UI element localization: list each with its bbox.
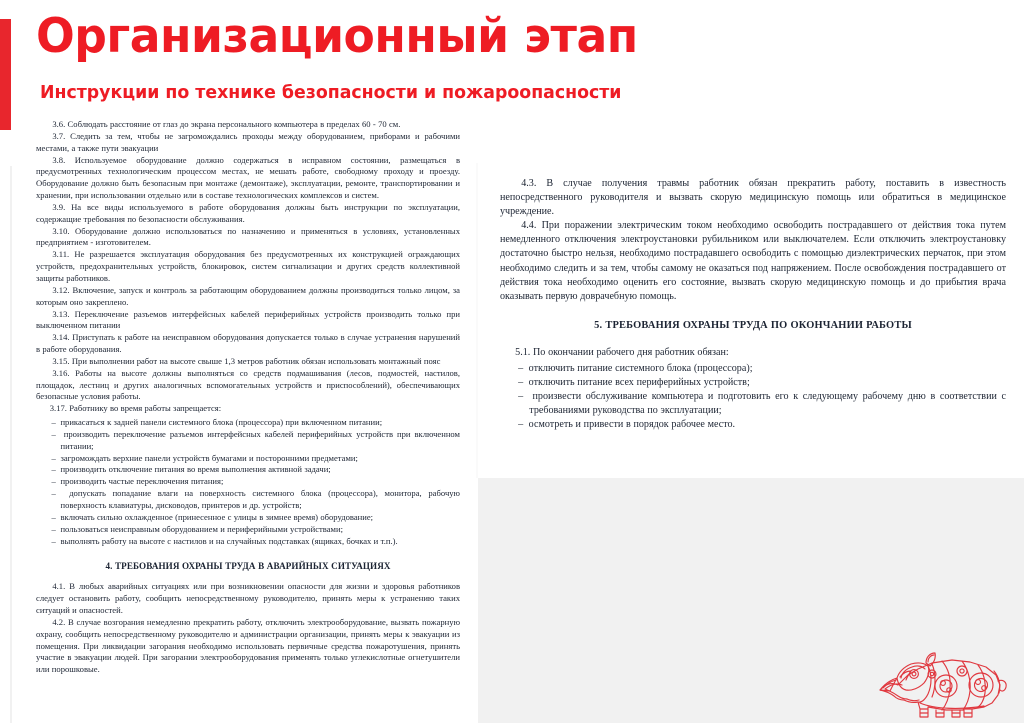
section-heading-5: 5. ТРЕБОВАНИЯ ОХРАНЫ ТРУДА ПО ОКОНЧАНИИ РАБОТЫ bbox=[594, 319, 912, 331]
list-item: – производить частые переключения питания; bbox=[36, 476, 460, 488]
paragraph: 3.12. Включение, запуск и контроль за работающим оборудованием должны производиться только лицом, за которым оно закреплено. bbox=[36, 284, 460, 307]
list-item: – произвести обслуживание компьютера и подготовить его к следующему рабочему дню в соответствии с требованиями руководства по эксплуатации; bbox=[500, 390, 1006, 418]
list-item: – производить переключение разъемов интерфейсных кабелей периферийных устройств при включенном питании; bbox=[36, 429, 460, 453]
list-item: – прикасаться к задней панели системного блока (процессора) при включенном питании; bbox=[36, 417, 460, 429]
paragraph: 3.16. Работы на высоте должны выполняться со средств подмашивания (лесов, подмостей, настилов, площадок, лестниц и других аналогичных вспомогательных устройств и приспособлений), обеспечивающих безопасные условия работы. bbox=[36, 367, 460, 402]
paragraph: 4.2. В случае возгорания немедленно прекратить работу, отключить электрооборудование, вызвать пожарную охрану, сообщить непосредственному руководителю и администрации организации, принять меры к эвакуации из помещения. При ликвидации загорания необходимо использовать первичные средства пожаротушения, принять участие в эвакуации людей. При загорании электрооборудования применять только углекислотные огнетушители или порошковые. bbox=[36, 616, 460, 675]
paragraph: 3.8. Используемое оборудование должно содержаться в исправном состоянии, размещаться в предусмотренных технологическим процессом местах, не мешать работе, свободному проходу и проезду. Оборудование должно быть безопасным при монтаже (демонтаже), эксплуатации, ремонте, транспортировании и хранении, при использовании отдельно или в составе технологических комплексов и систем. bbox=[36, 154, 460, 201]
list-item: – включать сильно охлажденное (принесенное с улицы в зимнее время) оборудование; bbox=[36, 512, 460, 524]
paragraph: 3.10. Оборудование должно использоваться по назначению и применяться в условиях, установленных предприятием - изготовителем. bbox=[36, 225, 460, 248]
prohibition-lead: 3.17. Работнику во время работы запрещается: bbox=[49, 403, 222, 414]
paragraph: 3.14. Приступать к работе на неисправном оборудования допускается только в случае устранения нарушений в работе оборудования. bbox=[36, 332, 460, 355]
paragraph: 3.6. Соблюдать расстояние от глаз до экрана персонального компьютера в пределах 60 - 70 см. bbox=[52, 119, 401, 129]
section-heading-4: 4. ТРЕБОВАНИЯ ОХРАНЫ ТРУДА В АВАРИЙНЫХ СИТУАЦИЯХ bbox=[105, 561, 391, 572]
red-accent-bar bbox=[0, 19, 11, 130]
list-item: – загромождать верхние панели устройств бумагами и посторонними предметами; bbox=[36, 453, 460, 465]
end-of-day-list bbox=[500, 362, 1006, 432]
page-subtitle: Инструкции по технике безопасности и пожароопасности bbox=[40, 83, 622, 103]
right-column-text bbox=[500, 177, 1006, 432]
list-item: – осмотреть и привести в порядок рабочее место. bbox=[500, 418, 1006, 432]
paragraph: 3.11. Не разрешается эксплуатация оборудования без предусмотренных их конструкцией ограждающих устройств, предохранительных устройств, блокировок, систем сигнализации и других средств коллективной защиты работников. bbox=[36, 249, 460, 283]
list-item: – выполнять работу на высоте с настилов и на случайных подставках (ящиках, бочках и т.п.). bbox=[36, 536, 460, 548]
list-item: – отключить питание всех периферийных устройств; bbox=[500, 376, 1006, 390]
document-page-left bbox=[12, 113, 476, 723]
paragraph: 3.7. Следить за тем, чтобы не загромождались проходы между оборудованием, приборами и рабочими местами, а также пути эвакуации bbox=[36, 130, 460, 153]
list-item: – пользоваться неисправным оборудованием и периферийными устройствами; bbox=[36, 524, 460, 536]
paragraph: 4.1. В любых аварийных ситуациях или при возникновении опасности для жизни и здоровья работников следует остановить работу, сообщить непосредственному руководителю, принять меры к устранению таких ситуаций и опасностей. bbox=[36, 581, 460, 616]
document-page-right bbox=[478, 163, 1024, 478]
slide-header bbox=[0, 0, 1024, 120]
left-column-text bbox=[36, 119, 460, 676]
paragraph: 3.9. На все виды используемого в работе оборудования должны быть инструкции по эксплуатации, содержащие требования по безопасности обслуживания. bbox=[36, 201, 460, 224]
paragraph: 3.13. Переключение разъемов интерфейсных кабелей периферийных устройств производить только при выключенном питании bbox=[36, 308, 460, 331]
list-item: – производить отключение питания во время выполнения активной задачи; bbox=[36, 464, 460, 476]
list-item: – отключить питание системного блока (процессора); bbox=[500, 362, 1006, 376]
prohibition-list bbox=[36, 417, 460, 547]
rhinoceros-icon bbox=[866, 641, 1016, 723]
page-title: Организационный этап bbox=[36, 9, 638, 64]
scan-surface-left bbox=[12, 113, 476, 723]
list-item: – допускать попадание влаги на поверхность системного блока (процессора), монитора, рабочую поверхность клавиатуры, дисководов, принтеров и др. устройств; bbox=[36, 488, 460, 512]
paragraph: 4.4. При поражении электрическим током необходимо освободить пострадавшего от действия тока путем немедленного отключения электроустановки рубильником или выключателем. Если отключить электроустановку достаточно быстро нельзя, необходимо пострадавшего освободить с помощью диэлектрических перчаток, при этом необходимо следить и за тем, чтобы самому не оказаться под напряжением. После освобождения пострадавшего от действия тока необходимо оценить его состояние, вызвать скорую медицинскую помощь и до прибытия врача оказывать первую доврачебную помощь. bbox=[500, 220, 1006, 302]
paragraph: 3.15. При выполнении работ на высоте свыше 1,3 метров работник обязан использовать монтажный пояс bbox=[52, 355, 441, 366]
paragraph: 4.3. В случае получения травмы работник обязан прекратить работу, поставить в известность непосредственного руководителя и вызвать скорую медицинскую помощь или обратиться в медицинское учреждение. bbox=[500, 178, 1006, 218]
end-of-day-lead: 5.1. По окончании рабочего дня работник обязан: bbox=[515, 346, 729, 358]
scan-surface-right bbox=[478, 163, 1024, 478]
